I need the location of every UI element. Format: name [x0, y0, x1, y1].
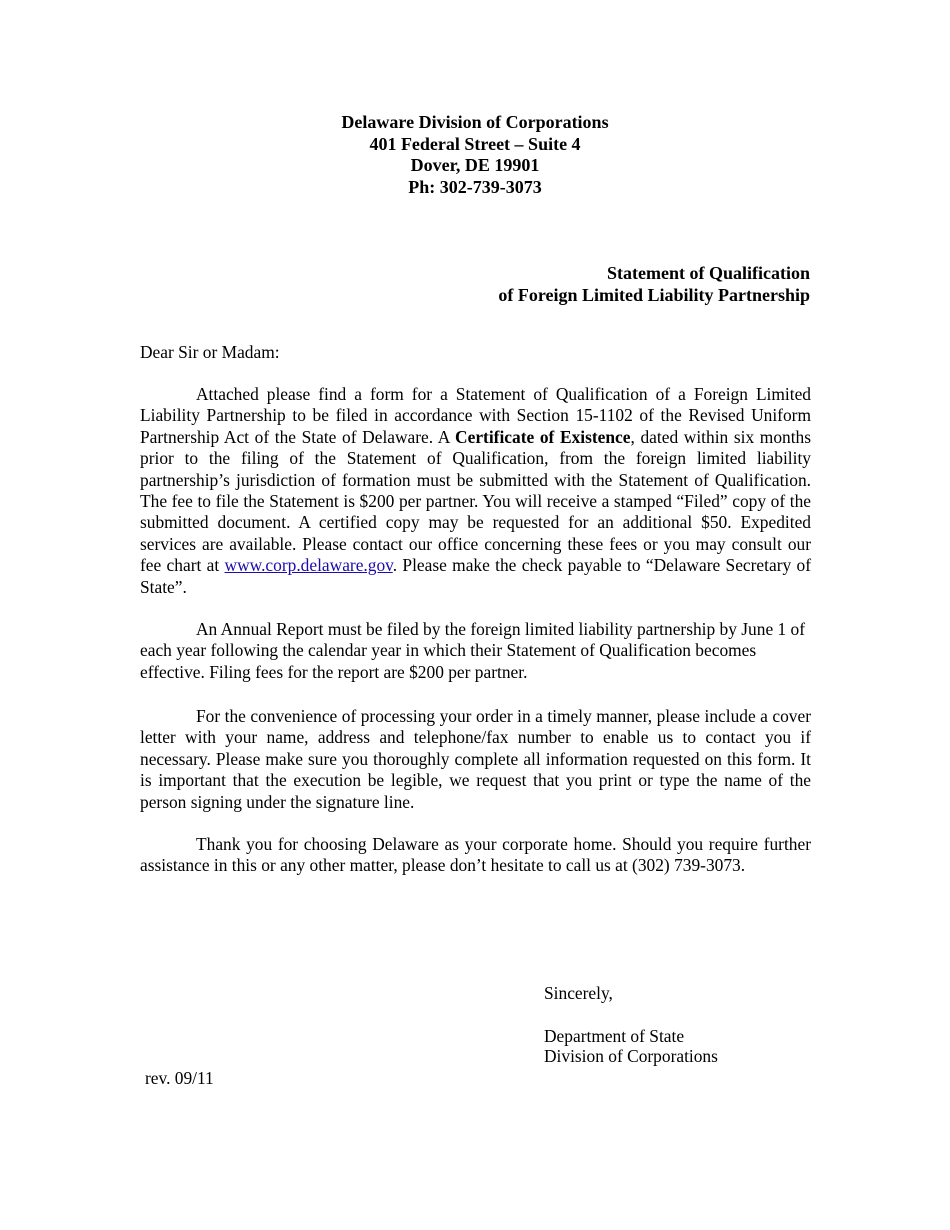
paragraph-annual-report [140, 619, 811, 683]
closing-sincerely: Sincerely, [544, 983, 613, 1003]
letterhead [0, 112, 950, 198]
revision-date: rev. 09/11 [145, 1068, 214, 1088]
letterhead-org: Delaware Division of Corporations [341, 112, 609, 132]
para1-text-c: . Please make the check payable to “Delaware Secretary of State”. [140, 555, 812, 597]
letterhead-phone: Ph: 302-739-3073 [408, 176, 542, 197]
para3-text: For the convenience of processing your order in a timely manner, please include a cover letter with your name, address and telephone/fax number to enable us to contact you if necessary. Please make sure you thoroughly complete all information requested on this form. It is important that the execution be legible, we request that you print or type the name of the person signing under the signature line. [140, 706, 811, 812]
paragraph-processing [140, 706, 811, 813]
para4-text: Thank you for choosing Delaware as your corporate home. Should you require further assistance in this or any other matter, please don’t hesitate to call us at (302) 739-3073. [140, 834, 811, 876]
closing-division: Division of Corporations [544, 1046, 718, 1066]
document-title-line2: of Foreign Limited Liability Partnership [498, 285, 810, 305]
closing-block [544, 983, 718, 1067]
letterhead-city: Dover, DE 19901 [410, 155, 540, 175]
corp-delaware-link[interactable]: www.corp.delaware.gov [224, 555, 393, 576]
closing-department: Department of State [544, 1025, 685, 1046]
certificate-of-existence-bold: Certificate of Existence [455, 426, 631, 447]
paragraph-thank-you [140, 834, 811, 877]
document-title-line1: Statement of Qualification [607, 263, 810, 283]
para2-text: An Annual Report must be filed by the foreign limited liability partnership by June 1 of each year following the calendar year in which their Statement of Qualification becomes effective. Filing fees for the report are $200 per partner. [140, 619, 806, 682]
letterhead-street: 401 Federal Street – Suite 4 [369, 133, 581, 154]
para1-text-b: , dated within six months prior to the filing of the Statement of Qualification, from the foreign limited liability partnership’s jurisdiction of formation must be submitted with the Statement of Qualification. The fee to file the Statement is $200 per partner. You will receive a stamped “Filed” copy of the submitted document. A certified copy may be requested for an additional $50. Expedited services are available. Please contact our office concerning these fees or you may consult our fee chart at [140, 426, 812, 576]
salutation: Dear Sir or Madam: [140, 342, 280, 362]
para1-text-a: Attached please find a form for a Statement of Qualification of a Foreign Limited Liability Partnership to be filed in accordance with Section 15-1102 of the Revised Uniform Partnership Act of the State of Delaware. A [140, 384, 811, 447]
document-title [498, 262, 810, 306]
paragraph-filing-instructions [140, 384, 811, 598]
